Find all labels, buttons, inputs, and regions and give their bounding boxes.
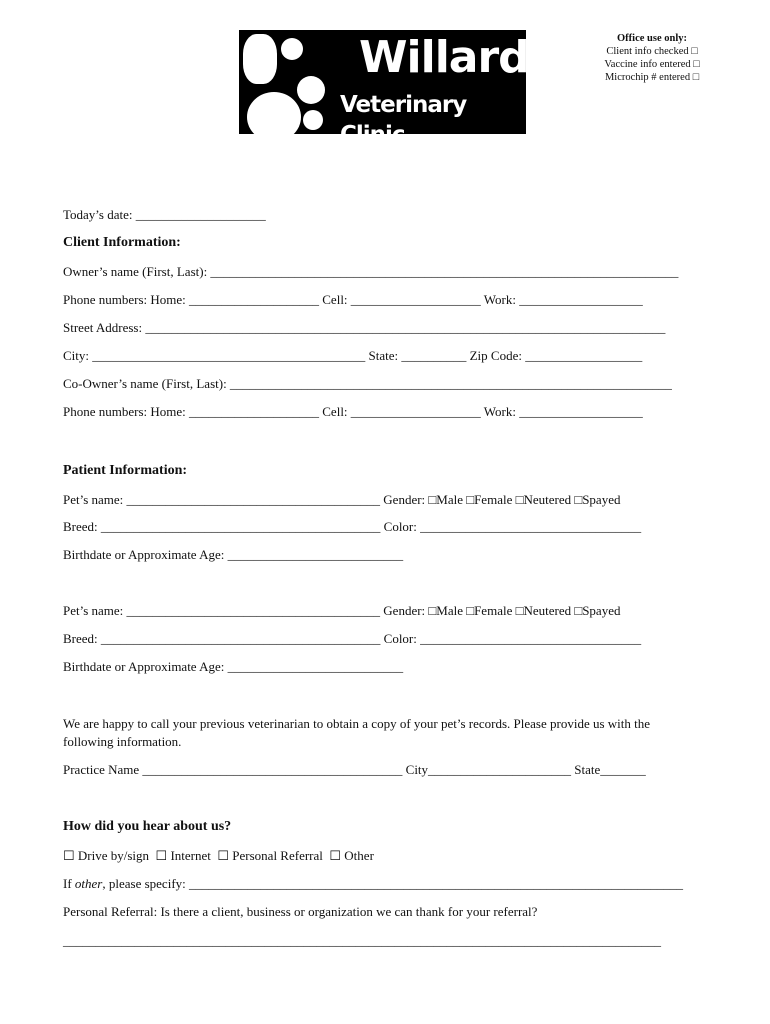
personal-referral-question: Personal Referral: Is there a client, business or organization we can thank for your referral?	[63, 904, 538, 919]
if-other-suffix: , please specify: ____________________________________________________________________________	[102, 876, 684, 891]
office-use-title: Office use only:	[617, 33, 687, 44]
office-use-box	[592, 32, 712, 84]
client-info-heading: Client Information:	[63, 235, 181, 250]
logo-paw-dot	[247, 92, 301, 142]
logo-paw-dot	[303, 110, 323, 130]
logo-paw-dot	[243, 34, 277, 84]
logo-text-willard: Willard	[359, 32, 529, 83]
co-owner-name-field[interactable]: Co-Owner’s name (First, Last): ____________________________________________________________________	[63, 376, 672, 391]
other-checkbox[interactable]: ☐ Other	[329, 848, 374, 863]
previous-vet-intro: We are happy to call your previous veterinarian to obtain a copy of your pet’s records. Please provide us with the	[63, 716, 651, 731]
referral-heading: How did you hear about us?	[63, 819, 232, 834]
pet-name-gender-field[interactable]: Pet’s name: _______________________________________ Gender: □Male □Female □Neutered □Spayed	[63, 603, 621, 618]
pet-name-gender-field[interactable]: Pet’s name: _______________________________________ Gender: □Male □Female □Neutered □Spayed	[63, 492, 621, 507]
referral-answer-line[interactable]: ____________________________________________________________________________________________	[63, 933, 661, 948]
if-other-emphasis: other	[74, 876, 103, 891]
referral-options	[63, 848, 374, 864]
clinic-logo	[239, 30, 529, 148]
personal-referral-checkbox[interactable]: ☐ Personal Referral	[217, 848, 323, 863]
co-owner-phone-fields[interactable]: Phone numbers: Home: ____________________ Cell: ____________________ Work: ___________________	[63, 404, 643, 419]
todays-date-field[interactable]: Today’s date: ____________________	[63, 207, 266, 222]
office-use-item[interactable]: Microchip # entered □	[604, 72, 700, 83]
internet-checkbox[interactable]: ☐ Internet	[155, 848, 211, 863]
patient-info-heading: Patient Information:	[63, 463, 188, 478]
office-use-item[interactable]: Client info checked □	[606, 46, 698, 57]
street-address-field[interactable]: Street Address: ________________________________________________________________________________	[63, 320, 666, 335]
if-other-prefix: If	[63, 876, 75, 891]
logo-paw-dot	[297, 76, 325, 104]
logo-text-clinic: Veterinary Clinic	[340, 92, 467, 148]
office-use-item[interactable]: Vaccine info entered □	[604, 59, 700, 70]
pet-breed-color-field[interactable]: Breed: ___________________________________________ Color: __________________________________	[63, 631, 642, 646]
previous-vet-intro: following information.	[63, 734, 182, 749]
logo-paw-dot	[281, 38, 303, 60]
city-state-zip-fields[interactable]: City: __________________________________________ State: __________ Zip Code: __________________	[63, 348, 643, 363]
owner-name-field[interactable]: Owner’s name (First, Last): ________________________________________________________________________	[63, 264, 679, 279]
pet-breed-color-field[interactable]: Breed: ___________________________________________ Color: __________________________________	[63, 519, 642, 534]
practice-city-state-fields[interactable]: Practice Name ________________________________________ City______________________ State_______	[63, 762, 646, 777]
pet-age-field[interactable]: Birthdate or Approximate Age: ___________________________	[63, 547, 404, 562]
drive-by-checkbox[interactable]: ☐ Drive by/sign	[63, 848, 150, 863]
pet-age-field[interactable]: Birthdate or Approximate Age: ___________________________	[63, 659, 404, 674]
if-other-field[interactable]	[63, 876, 683, 892]
owner-phone-fields[interactable]: Phone numbers: Home: ____________________ Cell: ____________________ Work: ___________________	[63, 292, 643, 307]
